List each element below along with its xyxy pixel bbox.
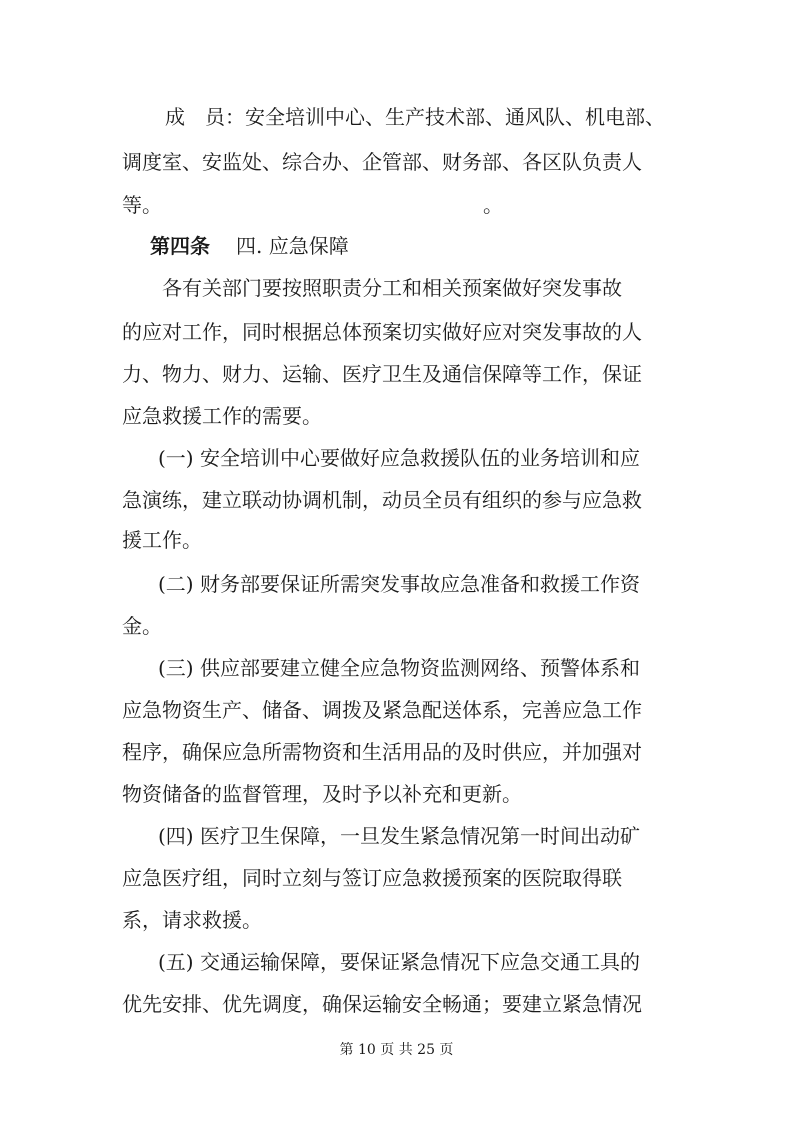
item-three-text-1: (三) 供应部要建立健全应急物资监测网络、预警体系和 [158, 656, 640, 680]
item-five-text-1: (五) 交通运输保障，要保证紧急情况下应急交通工具的 [158, 950, 640, 974]
members-label: 成 员： [165, 105, 245, 129]
item-four-line-2 [0, 858, 793, 898]
article-number: 第四条 [150, 234, 210, 258]
item-one-text-2: 急演练，建立联动协调机制，动员全员有组织的参与应急救 [122, 488, 642, 512]
intro-text-1: 各有关部门要按照职责分工和相关预案做好突发事故 [162, 276, 622, 300]
item-four-text-3: 系，请求救援。 [122, 908, 262, 932]
article-heading [0, 226, 793, 266]
item-five-line-1 [0, 942, 793, 982]
page-footer: 第 10 页 共 25 页 [339, 1042, 454, 1058]
intro-line-3 [0, 354, 793, 394]
intro-text-3: 力、物力、财力、运输、医疗卫生及通信保障等工作，保证 [122, 362, 642, 386]
members-text-1: 安全培训中心、生产技术部、通风队、机电部、 [245, 105, 665, 129]
item-four-text-1: (四) 医疗卫生保障，一旦发生紧急情况第一时间出动矿 [158, 824, 640, 848]
members-line-3 [0, 185, 793, 225]
item-five-text-2: 优先安排、优先调度，确保运输安全畅通；要建立紧急情况 [122, 992, 642, 1016]
item-three-text-3: 程序，确保应急所需物资和生活用品的及时供应，并加强对 [122, 740, 642, 764]
item-one-line-1 [0, 438, 793, 478]
item-three-line-3 [0, 732, 793, 772]
item-three-line-1 [0, 648, 793, 688]
stray-period: 。 [483, 193, 503, 217]
item-two-line-2 [0, 606, 793, 646]
item-one-line-2 [0, 480, 793, 520]
item-three-text-4: 物资储备的监督管理，及时予以补充和更新。 [122, 782, 522, 806]
item-one-text-1: (一) 安全培训中心要做好应急救援队伍的业务培训和应 [158, 446, 640, 470]
item-five-line-2 [0, 984, 793, 1024]
item-four-line-1 [0, 816, 793, 856]
intro-line-1 [0, 268, 793, 308]
item-three-line-4 [0, 774, 793, 814]
intro-text-2: 的应对工作，同时根据总体预案切实做好应对突发事故的人 [122, 320, 642, 344]
item-one-text-3: 援工作。 [122, 528, 202, 552]
intro-line-2 [0, 312, 793, 352]
article-title: 四. 应急保障 [236, 234, 349, 258]
item-four-line-3 [0, 900, 793, 940]
item-one-line-3 [0, 520, 793, 560]
members-line-1 [0, 97, 793, 137]
members-text-2: 调度室、安监处、综合办、企管部、财务部、各区队负责人 [122, 150, 642, 174]
item-three-line-2 [0, 690, 793, 730]
item-two-text-1: (二) 财务部要保证所需突发事故应急准备和救援工作资 [158, 572, 640, 596]
item-two-text-2: 金。 [122, 614, 162, 638]
intro-line-4 [0, 396, 793, 436]
item-two-line-1 [0, 564, 793, 604]
item-three-text-2: 应急物资生产、储备、调拨及紧急配送体系，完善应急工作 [122, 698, 642, 722]
item-four-text-2: 应急医疗组，同时立刻与签订应急救援预案的医院取得联 [122, 866, 622, 890]
intro-text-4: 应急救援工作的需要。 [122, 404, 322, 428]
members-line-2 [0, 142, 793, 182]
members-text-3: 等。 [122, 193, 162, 217]
